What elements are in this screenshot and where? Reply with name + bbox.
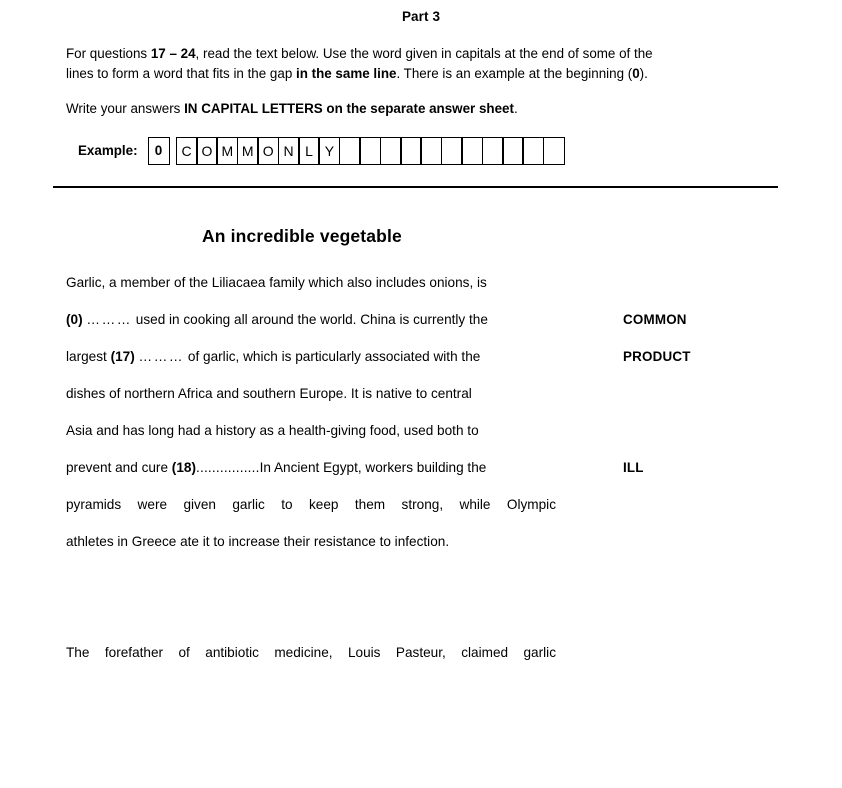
instructions-line-2 — [66, 64, 766, 84]
example-letter-cell: M — [237, 137, 259, 165]
example-number-ref: 0 — [632, 65, 640, 81]
passage-line — [66, 310, 558, 347]
example-blank-cell — [359, 137, 381, 165]
example-question-number-cell: 0 — [148, 137, 170, 165]
passage-text: of garlic, which is particularly associated with the — [184, 349, 481, 364]
passage-line — [66, 458, 558, 495]
passage-line — [66, 421, 558, 458]
cue-word: COMMON — [623, 312, 687, 327]
cue-word-placeholder — [623, 384, 823, 421]
example-blank-cell — [461, 137, 483, 165]
example-letter-cell: O — [257, 137, 279, 165]
passage-text: In Ancient Egypt, workers building the — [259, 460, 487, 475]
passage-text: used in cooking all around the world. China is currently the — [132, 312, 488, 327]
example-letter-cell: C — [176, 137, 198, 165]
example-letter-cell: N — [278, 137, 300, 165]
part-heading: Part 3 — [401, 9, 441, 24]
instructions-text: lines to form a word that fits in the gap — [66, 65, 296, 81]
example-blank-cell — [482, 137, 504, 165]
cue-word-placeholder — [623, 569, 823, 606]
example-blank-cell — [380, 137, 402, 165]
passage-title: An incredible vegetable — [202, 226, 402, 246]
passage-body — [66, 273, 558, 680]
gap-number: (0) — [66, 312, 83, 327]
example-blank-cell — [543, 137, 565, 165]
passage-text: The forefather of antibiotic medicine, Louis Pasteur, claimed garlic — [66, 645, 556, 660]
instructions-paragraph — [66, 44, 766, 83]
passage-text: largest — [66, 349, 111, 364]
cue-word-placeholder — [623, 421, 823, 458]
example-letter-cell: O — [196, 137, 218, 165]
example-blank-cell — [339, 137, 361, 165]
cue-words-column — [623, 273, 823, 680]
write-answers-text: Write your answers — [66, 101, 185, 116]
instructions-text: . There is an example at the beginning ( — [396, 65, 633, 81]
example-letter-cell: Y — [318, 137, 340, 165]
instructions-line-1 — [66, 44, 766, 64]
passage-line — [66, 347, 558, 384]
example-blank-cell — [420, 137, 442, 165]
example-blank-cell — [441, 137, 463, 165]
cue-word: ILL — [623, 460, 644, 475]
gap-dots: ................ — [195, 460, 260, 475]
passage-line — [66, 495, 556, 532]
cue-word-placeholder — [623, 643, 823, 680]
example-row — [78, 136, 565, 166]
capital-letters-emphasis: IN CAPITAL LETTERS on the separate answer sheet — [184, 101, 514, 116]
passage-blank-line — [66, 606, 558, 643]
passage-text: dishes of northern Africa and southern Europe. It is native to central — [66, 386, 472, 401]
cue-word-placeholder — [623, 273, 823, 310]
write-answers-instruction — [66, 99, 518, 119]
question-range: 17 – 24 — [150, 46, 196, 61]
example-blank-cell — [522, 137, 544, 165]
passage-blank-line — [66, 569, 558, 606]
example-blank-cell — [400, 137, 422, 165]
cue-word-placeholder — [623, 495, 823, 532]
passage-text: pyramids were given garlic to keep them strong, while Olympic — [66, 497, 556, 512]
cue-word-placeholder — [623, 606, 823, 643]
instructions-text: ). — [639, 65, 648, 81]
passage-text: Garlic, a member of the Liliacaea family which also includes onions, is — [66, 275, 487, 290]
gap-number: (17) — [110, 349, 135, 364]
passage-text: Asia and has long had a history as a health-giving food, used both to — [66, 423, 479, 438]
gap-dots: ……… — [86, 312, 132, 327]
passage-text: athletes in Greece ate it to increase their resistance to infection. — [66, 534, 450, 549]
example-letter-cells — [176, 137, 565, 165]
passage-line — [66, 532, 558, 569]
section-divider — [53, 186, 778, 188]
write-answers-text: . — [513, 101, 518, 116]
example-letter-cell: L — [298, 137, 320, 165]
passage-text: prevent and cure — [66, 460, 172, 475]
example-label: Example: — [78, 143, 138, 158]
example-blank-cell — [502, 137, 524, 165]
passage-line — [66, 273, 558, 310]
cue-word-placeholder — [623, 532, 823, 569]
cue-word: PRODUCT — [623, 349, 691, 364]
gap-number: (18) — [171, 460, 196, 475]
example-answer-grid — [148, 137, 565, 165]
instructions-text: , read the text below. Use the word given in capitals at the end of some of the — [195, 46, 653, 61]
same-line-emphasis: in the same line — [296, 65, 397, 81]
example-letter-cell: M — [216, 137, 238, 165]
gap-dots: ……… — [138, 349, 185, 364]
passage-line — [66, 384, 558, 421]
passage-line — [66, 643, 556, 680]
instructions-text: For questions — [66, 46, 151, 61]
